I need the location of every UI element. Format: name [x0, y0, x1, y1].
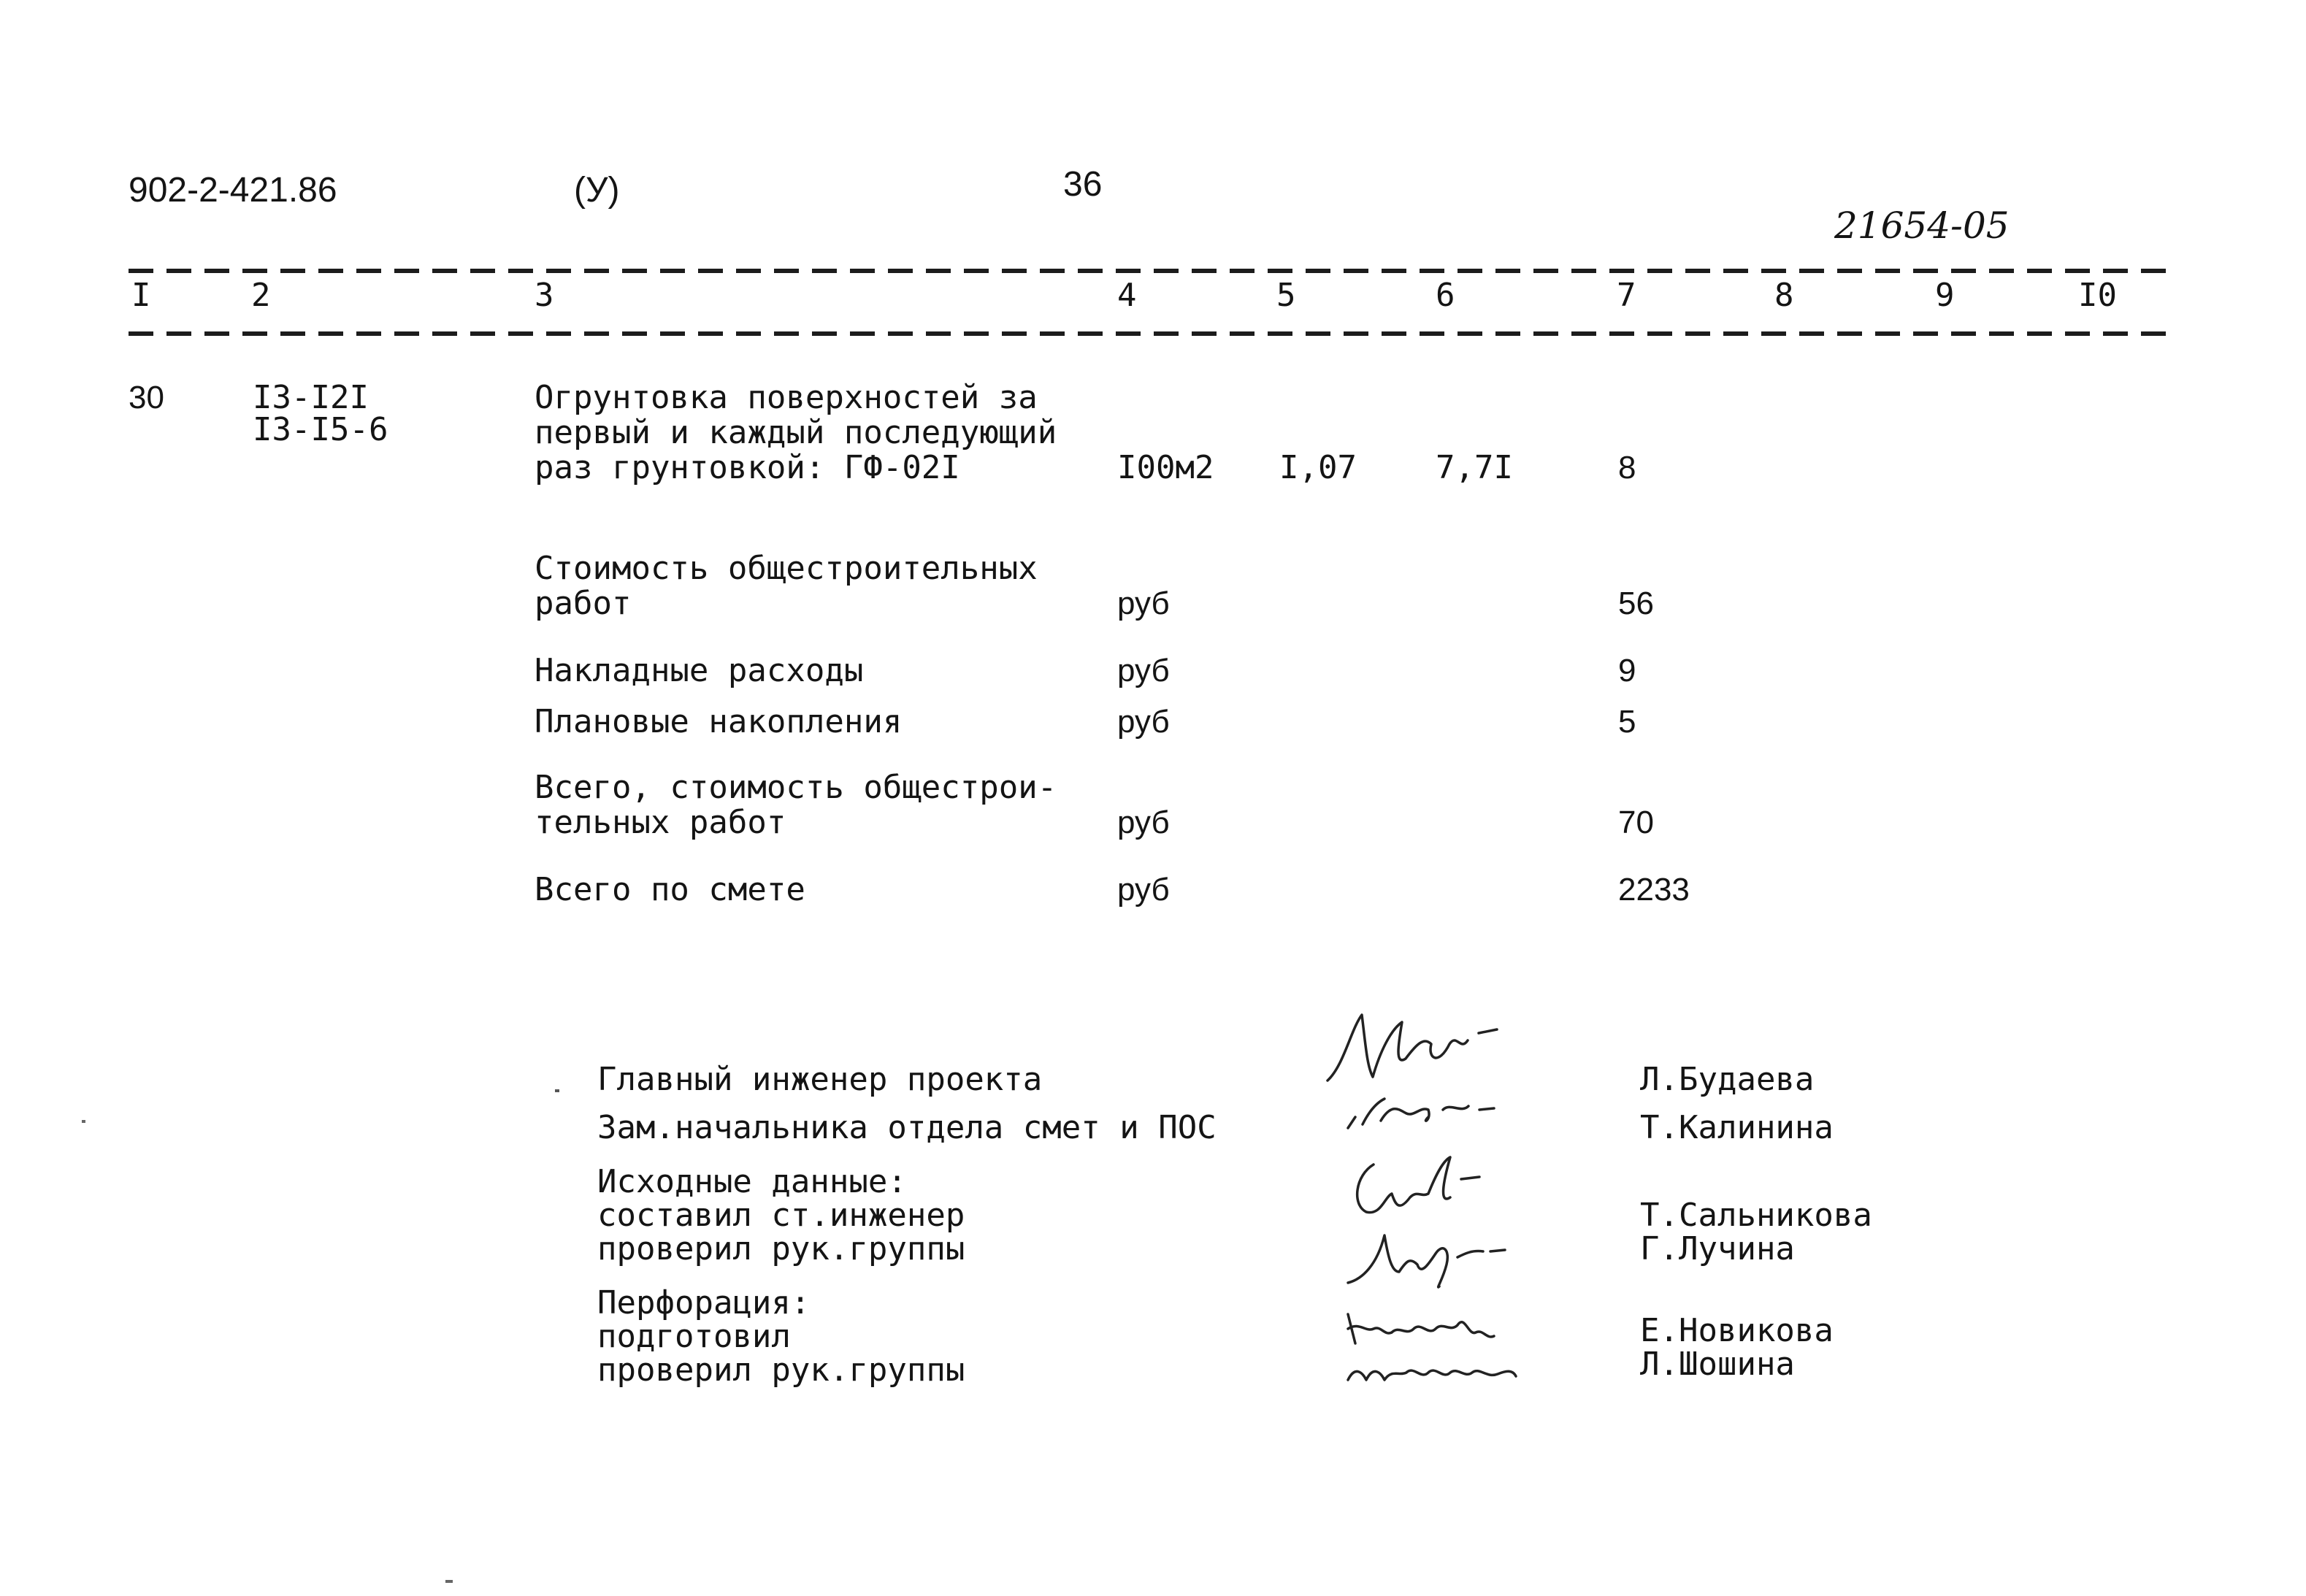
totals-value: 5 — [1618, 704, 1636, 740]
perf-checked-name: Л.Шошина — [1640, 1346, 1795, 1383]
totals-unit: руб — [1117, 872, 1170, 908]
deputy-name: Т.Калинина — [1640, 1109, 1834, 1146]
chief-engineer-name: Л.Будаева — [1640, 1061, 1815, 1098]
column-header: 5 — [1276, 277, 1296, 314]
totals-unit: руб — [1117, 704, 1170, 740]
chief-engineer-role: Главный инженер проекта — [597, 1061, 1043, 1098]
totals-label: работ — [535, 585, 632, 622]
signature-budaeva — [1322, 1000, 1526, 1095]
signature-luchina — [1341, 1221, 1516, 1294]
header-rule-top — [129, 269, 2166, 273]
column-header: I — [131, 277, 151, 314]
totals-label: Всего, стоимость общестрои- — [535, 769, 1057, 806]
scan-speck — [555, 1089, 559, 1092]
scan-speck — [445, 1580, 453, 1583]
totals-label: Стоимость общестроительных — [535, 550, 1038, 587]
totals-label: Всего по смете — [535, 871, 805, 908]
variant-label: (У) — [574, 171, 620, 210]
column-header: 2 — [251, 277, 271, 314]
totals-unit: руб — [1117, 805, 1170, 840]
column-header: 4 — [1117, 277, 1137, 314]
prepared-role: подготовил — [597, 1318, 791, 1355]
column-header: 7 — [1617, 277, 1636, 314]
totals-value: 70 — [1618, 805, 1654, 840]
item-code: I3-I2I — [253, 379, 369, 416]
compiled-role: составил ст.инженер — [597, 1197, 965, 1234]
prepared-name: Е.Новикова — [1640, 1312, 1834, 1349]
header-rule-bottom — [129, 331, 2166, 336]
totals-value: 2233 — [1618, 872, 1690, 908]
item-code: I3-I5-6 — [253, 411, 388, 448]
compiled-name: Т.Сальникова — [1640, 1197, 1872, 1234]
deputy-role: Зам.начальника отдела смет и ПОС — [597, 1109, 1217, 1146]
totals-label: тельных работ — [535, 804, 786, 841]
checked-role: проверил рук.группы — [597, 1230, 965, 1267]
scan-speck — [82, 1120, 85, 1123]
item-cost: 8 — [1618, 450, 1636, 486]
signature-novikova-shoshina — [1341, 1300, 1560, 1394]
signature-kalinina — [1341, 1088, 1509, 1139]
perf-checked-role: проверил рук.группы — [597, 1351, 965, 1389]
item-quantity: I,07 — [1279, 449, 1357, 486]
totals-unit: руб — [1117, 586, 1170, 621]
column-header: 6 — [1436, 277, 1455, 314]
checked-name: Г.Лучина — [1640, 1230, 1795, 1267]
column-header: 8 — [1774, 277, 1794, 314]
column-header: I0 — [2078, 277, 2117, 314]
item-description-line: раз грунтовкой: ГФ-02I — [535, 449, 960, 486]
item-description-line: первый и каждый последующий — [535, 414, 1057, 451]
page-number: 36 — [1063, 165, 1103, 204]
item-price: 7,7I — [1436, 449, 1513, 486]
perforation-heading: Перфорация: — [597, 1284, 811, 1321]
column-header: 3 — [535, 277, 554, 314]
item-description-line: Огрунтовка поверхностей за — [535, 379, 1038, 416]
totals-unit: руб — [1117, 653, 1170, 688]
item-number: 30 — [129, 380, 164, 415]
source-data-heading: Исходные данные: — [597, 1163, 907, 1200]
column-header: 9 — [1935, 277, 1955, 314]
inventory-number: 21654-05 — [1834, 204, 2010, 247]
totals-value: 9 — [1618, 653, 1636, 688]
signature-salnikova — [1341, 1154, 1509, 1227]
item-unit: I00м2 — [1117, 449, 1214, 486]
totals-label: Накладные расходы — [535, 652, 864, 689]
totals-value: 56 — [1618, 586, 1654, 621]
totals-label: Плановые накопления — [535, 703, 903, 740]
document-number: 902-2-421.86 — [129, 171, 337, 210]
